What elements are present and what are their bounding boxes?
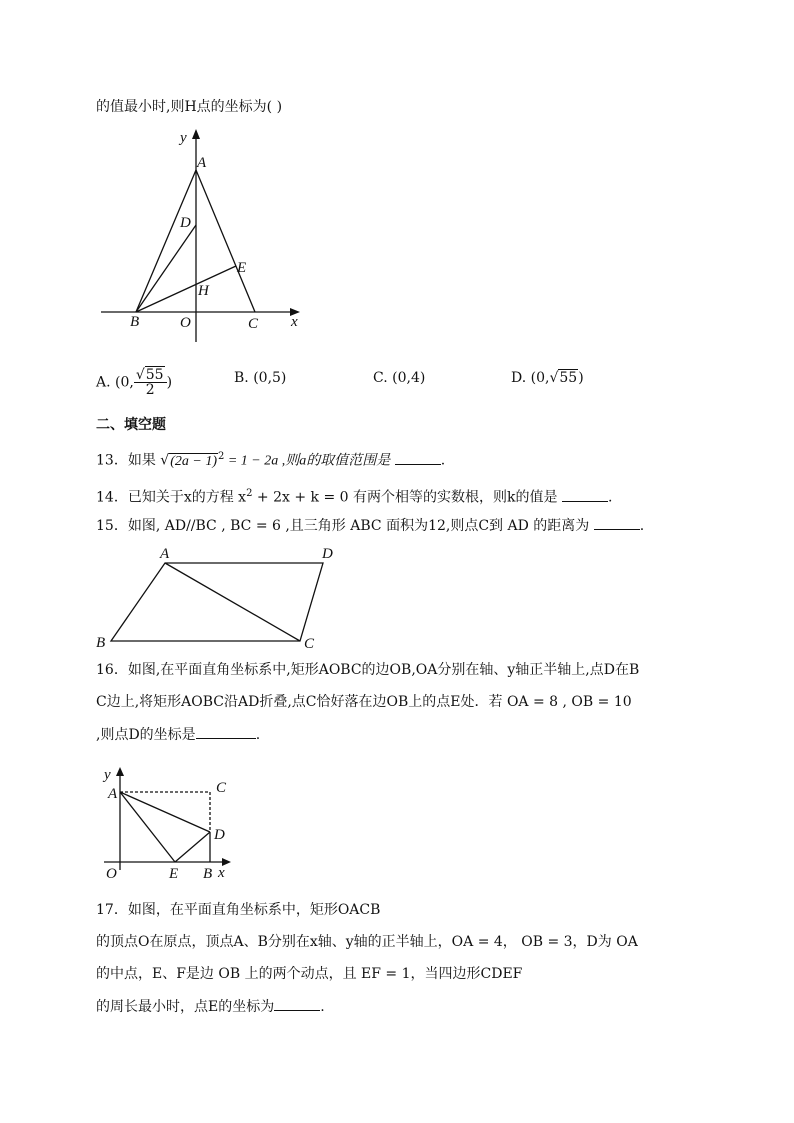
q12-label-x: x xyxy=(291,314,298,330)
q16-label-o: O xyxy=(106,866,117,882)
answer-blank[interactable] xyxy=(274,996,320,1011)
q12-label-h: H xyxy=(198,283,209,299)
section-title: 二、填空题 xyxy=(96,417,166,433)
q12-label-o: O xyxy=(180,315,191,331)
q16-segment-ed xyxy=(175,832,210,862)
question-17-line-3: 的中点，E、F是边 OB 上的两个动点，且 EF = 1，当四边形CDEF xyxy=(96,966,523,982)
q12-option-c: C. (0,4) xyxy=(373,370,426,386)
question-13: 13．如果 $√(2a - 1)^2 = 1 - 2a$ ,则a的取值范围是 . xyxy=(96,451,446,469)
q16-segment-ae xyxy=(120,792,175,862)
q16-label-d: D xyxy=(214,827,225,843)
question-16-line-1: 16．如图,在平面直角坐标系中,矩形AOBC的边OB,OA分别在轴、y轴正半轴上,点D在B xyxy=(96,662,640,678)
q12-label-e: E xyxy=(237,260,247,276)
q12-label-d: D xyxy=(180,215,191,231)
q12-label-y: y xyxy=(180,130,187,146)
q12-option-b: B. (0,5) xyxy=(234,370,287,386)
q16-label-b: B xyxy=(203,866,213,882)
q16-label-e: E xyxy=(169,866,179,882)
question-17-line-4: 的周长最小时，点E的坐标为 . xyxy=(96,996,325,1017)
q12-tail-text: 的值最小时,则H点的坐标为( ) xyxy=(96,99,283,115)
question-16-line-3: ,则点D的坐标是 . xyxy=(96,724,260,745)
q12-option-a: A. (0, $\frac{√55}{2}$ ) xyxy=(96,367,173,398)
q16-fold-ad xyxy=(120,792,210,832)
q16-label-x: x xyxy=(218,865,225,881)
question-17-line-1: 17．如图，在平面直角坐标系中，矩形OACB xyxy=(96,902,381,918)
question-15: 15．如图, AD//BC , BC = 6 ,且三角形 ABC 面积为12,则点C到 AD 的距离为 . xyxy=(96,515,644,536)
q12-option-d: D. (0,√55) xyxy=(511,370,584,386)
q16-label-a: A xyxy=(108,786,118,802)
q12-label-b: B xyxy=(130,314,140,330)
q12-label-c: C xyxy=(248,316,259,332)
question-17-line-2: 的顶点O在原点，顶点A、B分别在x轴、y轴的正半轴上，OA = 4， OB = 3，D为 OA xyxy=(96,934,638,950)
q16-y-arrow xyxy=(116,767,124,776)
q15-label-a: A xyxy=(160,546,170,562)
question-16-line-2: C边上,将矩形AOBC沿AD折叠,点C恰好落在边OB上的点E处．若 OA = 8 , OB = 10 xyxy=(96,694,632,710)
q16-label-y: y xyxy=(104,767,111,783)
q12-label-a: A xyxy=(197,155,207,171)
q16-label-c: C xyxy=(216,780,227,796)
q15-label-b: B xyxy=(96,635,106,651)
question-14: 14．已知关于x的方程 $x^2 + 2x + k = 0$ 有两个相等的实数根，则k的值是 . xyxy=(96,488,613,506)
q15-label-c: C xyxy=(304,636,315,652)
q15-label-d: D xyxy=(322,546,333,562)
